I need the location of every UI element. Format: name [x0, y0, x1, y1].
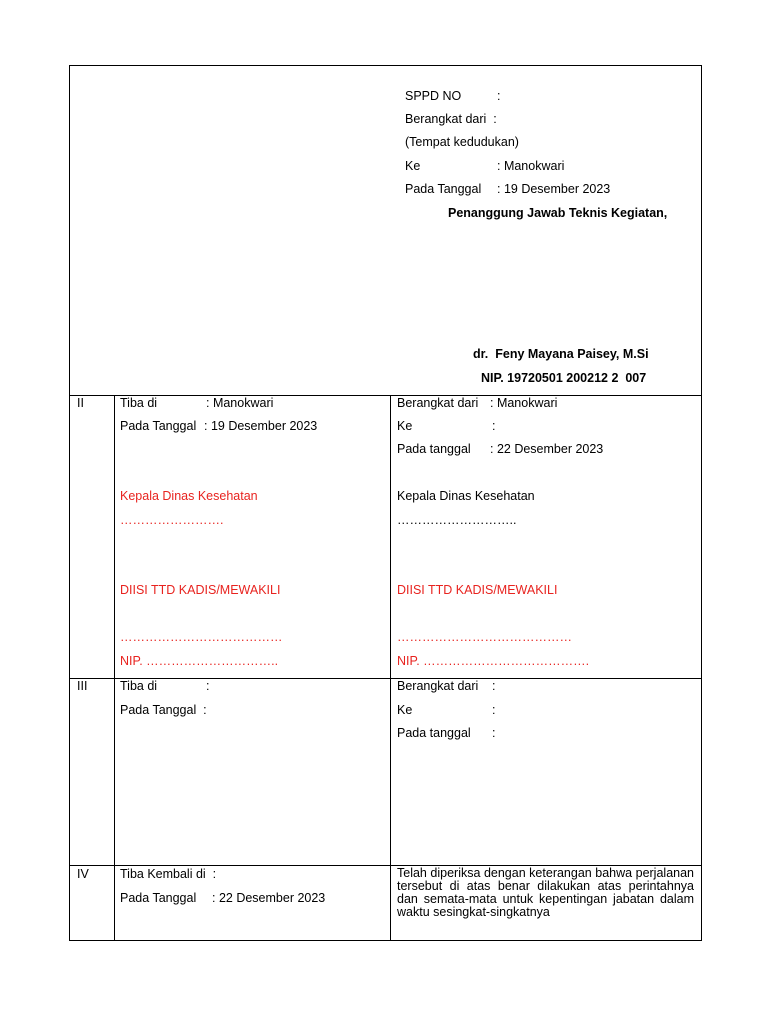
signature-line: ……………………….. — [397, 513, 517, 527]
tiba-label: Tiba di — [120, 679, 158, 693]
berangkat-value: : Manokwari — [490, 396, 558, 410]
sppd-value: : — [497, 89, 501, 103]
nip-line: NIP. …………………………………. — [397, 654, 590, 668]
signature-note: DIISI TTD KADIS/MEWAKILI — [120, 583, 281, 597]
column-divider — [390, 395, 391, 941]
tanggal-value: : 22 Desember 2023 — [490, 442, 604, 456]
berangkat-label: Berangkat dari : — [405, 112, 497, 126]
name-line: ………………………………… — [120, 630, 283, 644]
ke-label: Ke — [397, 419, 413, 433]
ke-value: : — [492, 703, 496, 717]
section-number: IV — [77, 867, 89, 881]
tanggal-label: Pada Tanggal — [120, 891, 197, 905]
tanggal-value: : 19 Desember 2023 — [204, 419, 318, 433]
ke-label: Ke — [397, 703, 413, 717]
tempat-note: (Tempat kedudukan) — [405, 135, 519, 149]
form-border — [69, 65, 702, 941]
berangkat-value: : — [492, 679, 496, 693]
official-title: Kepala Dinas Kesehatan — [397, 489, 535, 503]
name-line: …………………………………… — [397, 630, 572, 644]
column-divider — [114, 395, 115, 941]
tiba-value: : — [206, 679, 210, 693]
row-divider — [69, 395, 702, 396]
tanggal-value: : 19 Desember 2023 — [497, 182, 611, 196]
signature-note: DIISI TTD KADIS/MEWAKILI — [397, 583, 558, 597]
tiba-kembali-label: Tiba Kembali di : — [120, 867, 217, 881]
tanggal-label: Pada Tanggal — [405, 182, 482, 196]
sppd-label: SPPD NO — [405, 89, 462, 103]
section-number: II — [77, 396, 84, 410]
signer-nip: NIP. 19720501 200212 2 007 — [481, 371, 647, 385]
ke-label: Ke — [405, 159, 421, 173]
tanggal-label: Pada tanggal — [397, 442, 471, 456]
signature-line: ……………………. — [120, 513, 224, 527]
berangkat-label: Berangkat dari — [397, 396, 479, 410]
tiba-label: Tiba di — [120, 396, 158, 410]
tanggal-value: : — [492, 726, 496, 740]
row-divider — [69, 678, 702, 679]
signer-name: dr. Feny Mayana Paisey, M.Si — [473, 347, 649, 361]
tanggal-label: Pada Tanggal — [120, 419, 197, 433]
tanggal-value: : 22 Desember 2023 — [212, 891, 326, 905]
nip-line: NIP. ………………………….. — [120, 654, 279, 668]
tanggal-label: Pada Tanggal : — [120, 703, 207, 717]
ke-value: : — [492, 419, 496, 433]
verification-statement: Telah diperiksa dengan keterangan bahwa perjalanan tersebut di atas benar dilakukan atas perintahnya dan semata-mata untuk kepentingan jabatan dalam waktu sesingkat-singkatnya — [397, 866, 694, 919]
signer-title: Penanggung Jawab Teknis Kegiatan, — [448, 206, 668, 220]
official-title: Kepala Dinas Kesehatan — [120, 489, 258, 503]
tiba-value: : Manokwari — [206, 396, 274, 410]
tanggal-label: Pada tanggal — [397, 726, 471, 740]
section-number: III — [77, 679, 88, 693]
berangkat-label: Berangkat dari — [397, 679, 479, 693]
ke-value: : Manokwari — [497, 159, 565, 173]
